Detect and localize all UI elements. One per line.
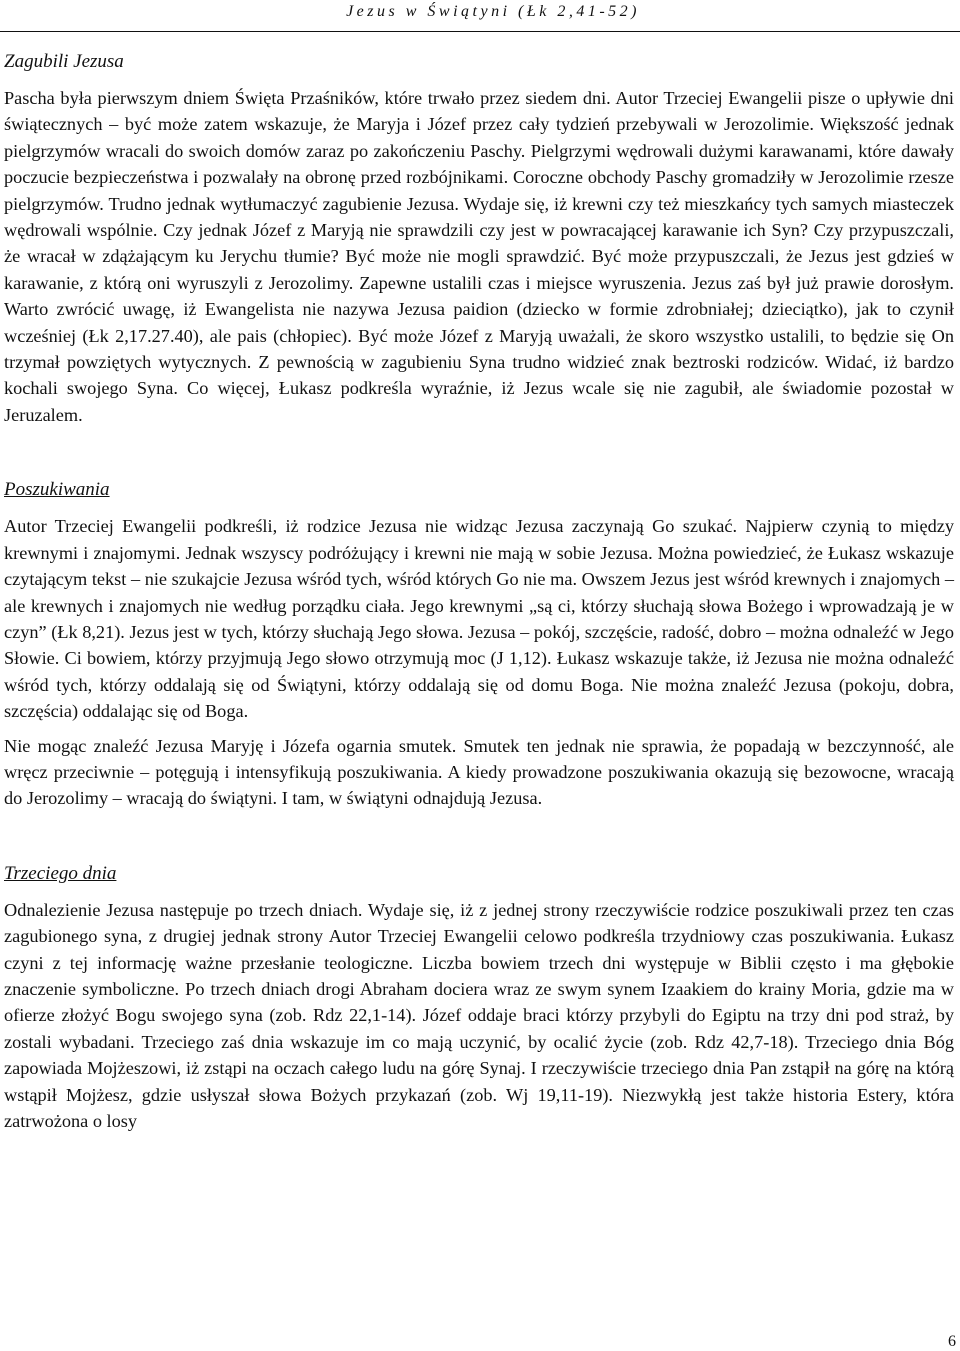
section-title: Zagubili Jezusa [4,51,124,72]
document-body [4,48,954,1134]
paragraph: Odnalezienie Jezusa następuje po trzech dniach. Wydaje się, iż z jednej strony rzeczywiście rodzice poszukiwali przez ten czas zagubionego syna, z drugiej jednak strony Autor Trzeciej Ewangelii celowo podkreśla trzydniowy czas poszukiwania. Łukasz czyni z tej informację ważne przesłanie teologiczne. Liczba bowiem trzech dni występuje w Biblii często i ma głębokie znaczenie symboliczne. Po trzech dniach drogi Abraham dociera wraz ze swym synem Izaakiem do krainy Moria, gdzie ma w ofierze złożyć Bogu swojego syna (zob. Rdz 22,1-14). Józef oddaje braci którzy przybyli do Egiptu na trzy dni pod straż, by zostali wybadani. Trzeciego zaś dnia wskazuje im co mają uczynić, by ocalić życie (zob. Rdz 42,7-18). Trzeciego dnia Bóg zapowiada Mojżeszowi, iż zstąpi na oczach całego ludu na górę Synaj. I rzeczywiście trzeciego dnia Pan zstąpił na górę na którą wstąpił Mojżesz, gdzie usłyszał słowa Bożych przykazań (zob. Wj 19,11-19). Niezwykłą jest także historia Estery, która zatrwożona o losy [4,899,954,1131]
section-trzeciego-dnia [4,860,954,1135]
paragraph: Autor Trzeciej Ewangelii podkreśli, iż rodzice Jezusa nie widząc Jezusa zaczynają Go szukać. Najpierw czynią to między krewnymi i znajomymi. Jednak wszyscy podróżujący i krewni nie mają w sobie Jezusa. Można powiedzieć, że Łukasz wskazuje czytającym tekst – nie szukajcie Jezusa wśród tych, wśród których Go nie ma. Owszem Jezus jest wśród krewnych i znajomych – ale krewnych i znajomych nie według porządku ciała. Jego krewnymi „są ci, którzy słuchają słowa Bożego i wprowadzają je w czyn” (Łk 8,21). Jezus jest w tych, którzy słuchają Jego słowa. Jezusa – pokój, szczęście, radość, dobro – można odnaleźć w Jego Słowie. Ci bowiem, którzy przyjmują Jego słowo otrzymują moc (J 1,12). Łukasz wskazuje także, iż Jezusa nie można odnaleźć wśród tych, którzy oddalają się od Świątyni, którzy oddalają się od domu Boga. Nie można znaleźć Jezusa (pokoju, dobra, szczęścia) oddalając się od Boga. [4,516,954,722]
section-zagubili [4,48,954,428]
section-title: Trzeciego dnia [4,862,117,884]
running-header: Jezus w Świątyni (Łk 2,41-52) [346,3,640,20]
header-rule [0,31,960,32]
page-number: 6 [948,1333,956,1350]
paragraph: Pascha była pierwszym dniem Święta Przaśników, które trwało przez siedem dni. Autor Trzeciej Ewangelii pisze o upływie dni świątecznych – być może zatem wskazuje, że Maryja i Józef przez cały tydzień przebywali w Jerozolimie. Większość jednak pielgrzymów wracali do swoich domów zaraz po zakończeniu Paschy. Pielgrzymi wędrowali dużymi karawanami, które dawały poczucie bezpieczeństwa i pozwalały na obronę przed rozbójnikami. Coroczne obchody Paschy gromadziły w Jerozolimie rzesze pielgrzymów. Trudno jednak wytłumaczyć zagubienie Jezusa. Wydaje się, iż krewni czy też mieszkańcy tych samych miasteczek wędrowali wspólnie. Czy jednak Józef z Maryją nie sprawdzili czy jest w powracającej karawanie ich Syn? Czy przypuszczali, że wracał w zdążającym ku Jerychu tłumie? Być może nie mogli sprawdzić. Być może przypuszczali, że Jezus jest gdzieś w karawanie, z którą oni wyruszyli z Jerozolimy. Zapewne ustalili czas i miejsce wyruszenia. Jezus zaś był już prawie dorosłym. Warto zwrócić uwagę, iż Ewangelista nie nazywa Jezusa paidion (dziecko w formie zdrobniałej; dzieciątko), jak to czynił wcześniej (Łk 2,17.27.40), ale pais (chłopiec). Być może Józef z Maryją uważali, że skoro wszystko ustalili, to będzie się On trzymał powziętych wytycznych. Z pewnością w zagubieniu Syna trudno widzieć znak beztroski rodziców. Widać, iż bardzo kochali swojego Syna. Co więcej, Łukasz podkreśla wyraźnie, iż Jezus wcale się nie zagubił, ale świadomie pozostał w Jeruzalem. [4,88,954,425]
paragraph: Nie mogąc znaleźć Jezusa Maryję i Józefa ogarnia smutek. Smutek ten jednak nie sprawia, że popadają w bezczynność, ale wręcz przeciwnie – potęgują i intensyfikują poszukiwania. A kiedy prowadzone poszukiwania okazują się bezowocne, wracają do Jerozolimy – wracają do świątyni. I tam, w świątyni odnajdują Jezusa. [4,735,954,809]
section-poszukiwania [4,476,954,811]
section-title: Poszukiwania [4,479,110,501]
